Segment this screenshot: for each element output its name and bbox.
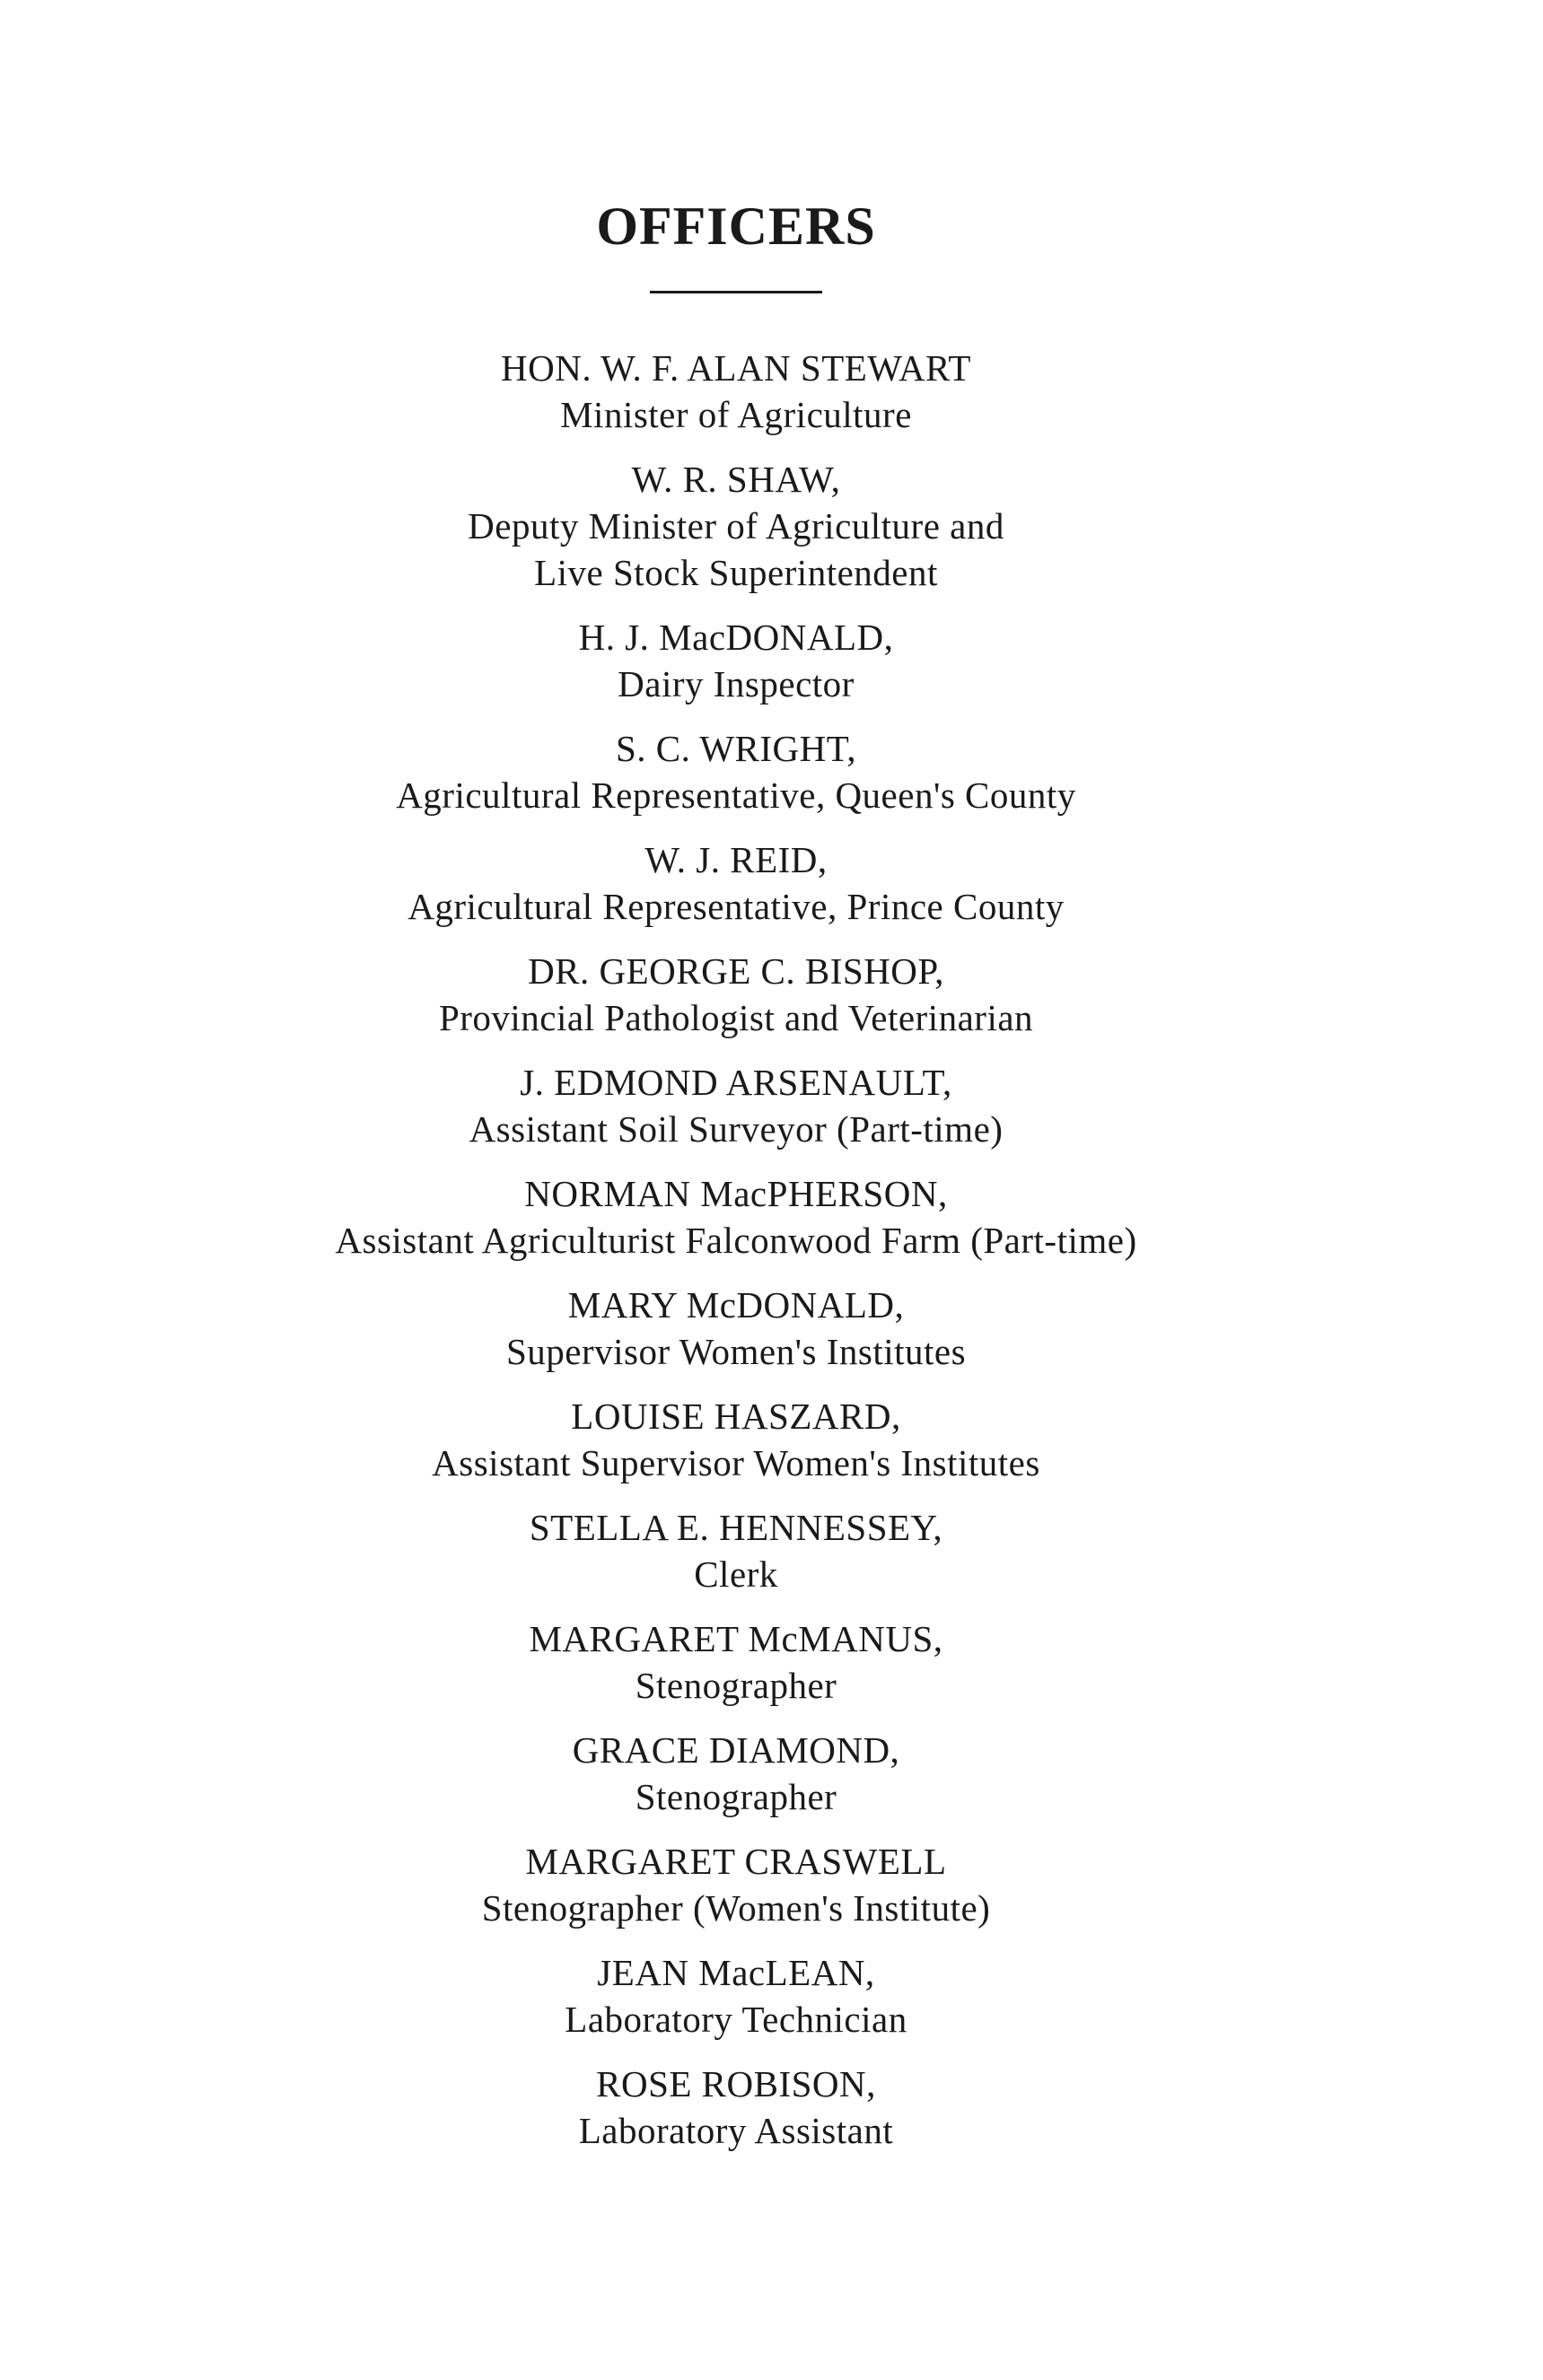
officer-entry bbox=[0, 1059, 1472, 1152]
officer-name: W. R. SHAW, bbox=[631, 459, 841, 500]
officer-name: H. J. MacDONALD, bbox=[578, 617, 894, 658]
officer-name: NORMAN MacPHERSON, bbox=[524, 1173, 948, 1214]
officer-name: MARGARET CRASWELL bbox=[525, 1841, 947, 1882]
officer-role: Stenographer (Women's Institute) bbox=[481, 1887, 991, 1929]
officer-role: Dairy Inspector bbox=[618, 663, 855, 704]
officer-role: Assistant Supervisor Women's Institutes bbox=[432, 1442, 1040, 1483]
officer-name: MARGARET McMANUS, bbox=[529, 1618, 943, 1659]
officer-name: LOUISE HASZARD, bbox=[571, 1396, 901, 1437]
officer-name: W. J. REID, bbox=[644, 839, 828, 880]
officer-entry bbox=[0, 1727, 1472, 1820]
officer-role: Deputy Minister of Agriculture and bbox=[468, 505, 1004, 547]
officer-entry bbox=[0, 1949, 1472, 2043]
officer-entry bbox=[0, 836, 1472, 930]
officer-name: J. EDMOND ARSENAULT, bbox=[520, 1062, 952, 1103]
officer-name: MARY McDONALD, bbox=[567, 1284, 905, 1326]
officer-entry bbox=[0, 725, 1472, 818]
officer-name: JEAN MacLEAN, bbox=[597, 1952, 875, 1993]
officer-entry bbox=[0, 1615, 1472, 1709]
officer-role: Live Stock Superintendent bbox=[534, 552, 938, 593]
officer-role: Minister of Agriculture bbox=[560, 394, 912, 435]
officer-role: Laboratory Assistant bbox=[578, 2110, 894, 2151]
officer-entry bbox=[0, 1170, 1472, 1264]
officers-list bbox=[0, 345, 1472, 2172]
officer-entry bbox=[0, 2061, 1472, 2154]
officer-name: HON. W. F. ALAN STEWART bbox=[501, 347, 971, 389]
officer-role: Provincial Pathologist and Veterinarian bbox=[438, 997, 1034, 1038]
officer-role: Assistant Agriculturist Falconwood Farm (Part-time) bbox=[335, 1220, 1137, 1261]
officer-role: Clerk bbox=[694, 1553, 778, 1595]
officer-entry bbox=[0, 948, 1472, 1041]
officer-name: S. C. WRIGHT, bbox=[615, 728, 857, 769]
officer-name: ROSE ROBISON, bbox=[596, 2063, 876, 2104]
officer-role: Stenographer bbox=[635, 1776, 837, 1817]
officer-entry bbox=[0, 1393, 1472, 1486]
title-rule bbox=[650, 291, 822, 293]
officer-name: DR. GEORGE C. BISHOP, bbox=[528, 950, 944, 992]
officer-role: Agricultural Representative, Prince County bbox=[408, 886, 1065, 927]
officer-role: Supervisor Women's Institutes bbox=[505, 1331, 967, 1372]
officer-name: STELLA E. HENNESSEY, bbox=[529, 1507, 943, 1548]
officer-role: Agricultural Representative, Queen's County bbox=[396, 774, 1076, 816]
officer-role: Stenographer bbox=[635, 1665, 837, 1706]
officer-entry bbox=[0, 345, 1472, 438]
page-title: OFFICERS bbox=[596, 197, 876, 256]
officer-entry bbox=[0, 1282, 1472, 1375]
officer-role: Assistant Soil Surveyor (Part-time) bbox=[469, 1108, 1004, 1150]
officer-entry bbox=[0, 456, 1472, 596]
officer-entry bbox=[0, 1504, 1472, 1597]
officer-entry bbox=[0, 1838, 1472, 1931]
officer-name: GRACE DIAMOND, bbox=[572, 1729, 900, 1771]
officer-role: Laboratory Technician bbox=[565, 1999, 907, 2040]
officer-entry bbox=[0, 614, 1472, 707]
